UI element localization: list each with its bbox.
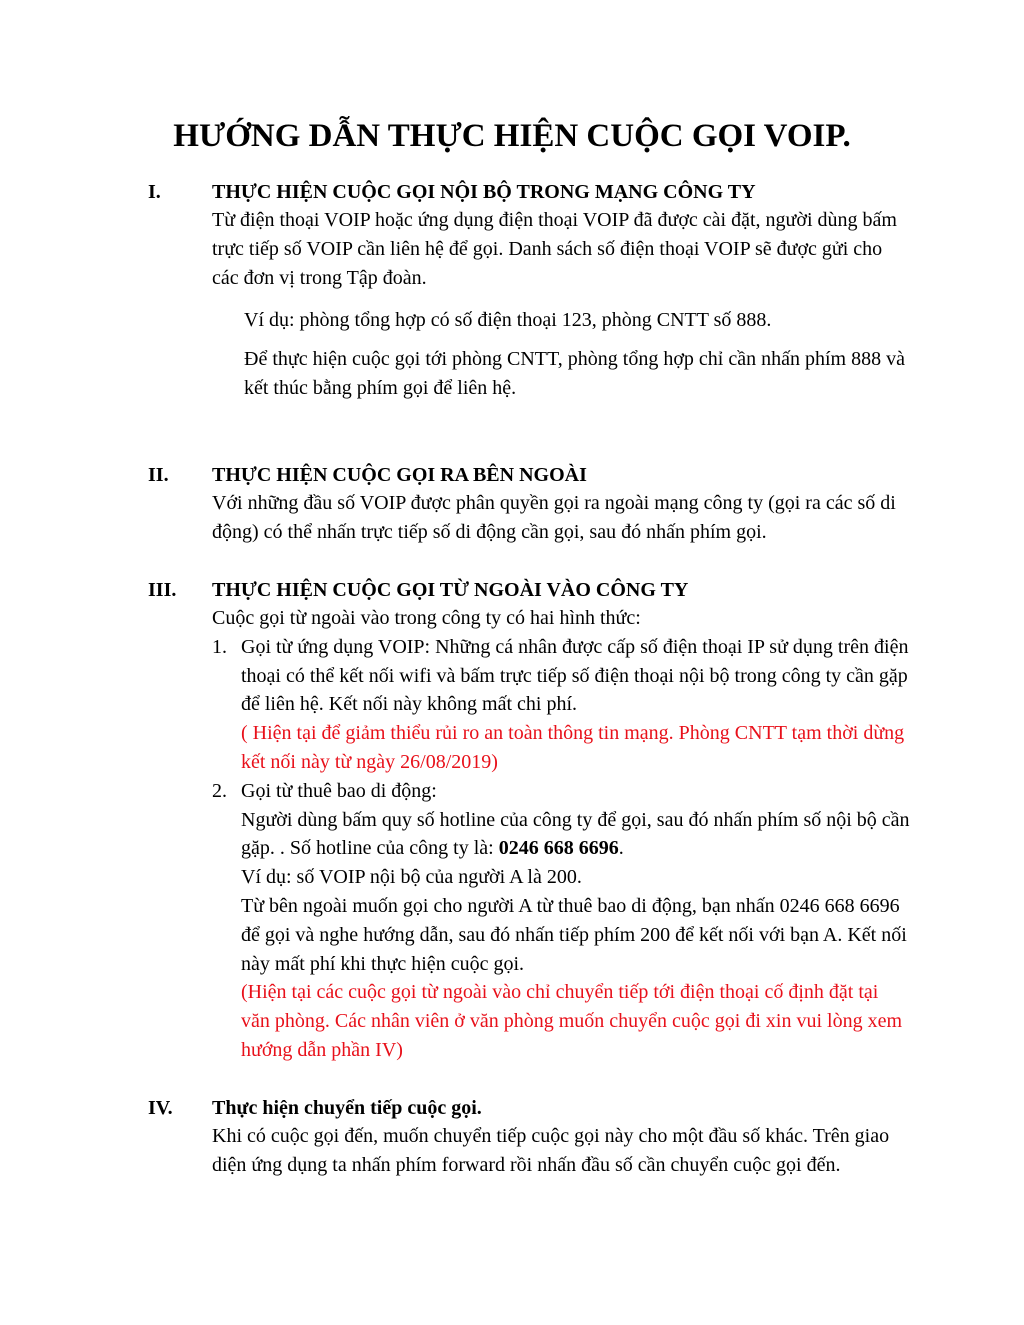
section-intro: Cuộc gọi từ ngoài vào trong công ty có hai hình thức: (212, 607, 641, 629)
section-paragraph: Từ điện thoại VOIP hoặc ứng dụng điện thoại VOIP đã được cài đặt, người dùng bấm trực tiếp số VOIP cần liên hệ để gọi. Danh sách số điện thoại VOIP sẽ được gửi cho các đơn vị trong Tập đoàn. (212, 209, 897, 289)
hotline-period: . (618, 837, 624, 860)
section-example: Ví dụ: phòng tổng hợp có số điện thoại 123, phòng CNTT số 888. (244, 309, 772, 332)
list-item-note: ( Hiện tại để giảm thiểu rủi ro an toàn thông tin mạng. Phòng CNTT tạm thời dừng kết nối này từ ngày 26/08/2019) (241, 722, 905, 773)
list-item-number: 2. (212, 779, 227, 802)
list-item-text: Gọi từ ứng dụng VOIP: Những cá nhân được cấp số điện thoại IP sử dụng trên điện thoại có thể kết nối wifi và bấm trực tiếp số điện thoại nội bộ trong công ty cần gặp để liên hệ. Kết nối này không mất chi phí. (241, 635, 909, 716)
hotline-number: 0246 668 6696 (498, 837, 619, 860)
hotline-text: Người dùng bấm quy số hotline của công ty để gọi, sau đó nhấn phím số nội bộ cần gặp. . Số hotline của công ty là: (241, 808, 910, 860)
section-number: II. (148, 464, 169, 486)
section-heading: THỰC HIỆN CUỘC GỌI TỪ NGOÀI VÀO CÔNG TY (212, 579, 689, 601)
section-number: IV. (148, 1097, 173, 1119)
section-paragraph: Với những đầu số VOIP được phân quyền gọi ra ngoài mạng công ty (gọi ra các số di động) có thể nhấn trực tiếp số di động cần gọi, sau đó nhấn phím gọi. (212, 492, 896, 543)
document-title: HƯỚNG DẪN THỰC HIỆN CUỘC GỌI VOIP. (173, 118, 851, 154)
section-heading: THỰC HIỆN CUỘC GỌI RA BÊN NGOÀI (212, 464, 587, 486)
section-heading: THỰC HIỆN CUỘC GỌI NỘI BỘ TRONG MẠNG CÔNG TY (212, 181, 756, 203)
section-body (212, 461, 912, 547)
list-item-detail: Từ bên ngoài muốn gọi cho người A từ thuê bao di động, bạn nhấn 0246 668 6696 để gọi và nghe hướng dẫn, sau đó nhấn tiếp phím 200 để kết nối với bạn A. Kết nối này mất phí khi thực hiện cuộc gọi. (241, 894, 907, 975)
section-body (212, 576, 912, 1065)
section-example-detail: Để thực hiện cuộc gọi tới phòng CNTT, phòng tổng hợp chỉ cần nhấn phím 888 và kết thúc bằng phím gọi để liên hệ. (244, 348, 905, 399)
list-item (212, 777, 912, 1065)
list-item-label: Gọi từ thuê bao di động: (241, 779, 437, 802)
list-item-example: Ví dụ: số VOIP nội bộ của người A là 200. (241, 866, 582, 889)
section-body (212, 178, 912, 403)
section-heading: Thực hiện chuyển tiếp cuộc gọi. (212, 1097, 482, 1119)
list-item (212, 633, 912, 777)
hotline-line (241, 806, 912, 864)
section-number: I. (148, 181, 161, 203)
list-item-note: (Hiện tại các cuộc gọi từ ngoài vào chỉ chuyển tiếp tới điện thoại cố định đặt tại văn phòng. Các nhân viên ở văn phòng muốn chuyển cuộc gọi đi xin vui lòng xem hướng dẫn phần IV) (241, 981, 903, 1061)
section-number: III. (148, 579, 177, 601)
list-item-number: 1. (212, 635, 227, 658)
section-paragraph: Khi có cuộc gọi đến, muốn chuyển tiếp cuộc gọi này cho một đầu số khác. Trên giao diện ứng dụng ta nhấn phím forward rồi nhấn đầu số cần chuyển cuộc gọi đến. (212, 1125, 890, 1176)
section-body (212, 1094, 912, 1180)
